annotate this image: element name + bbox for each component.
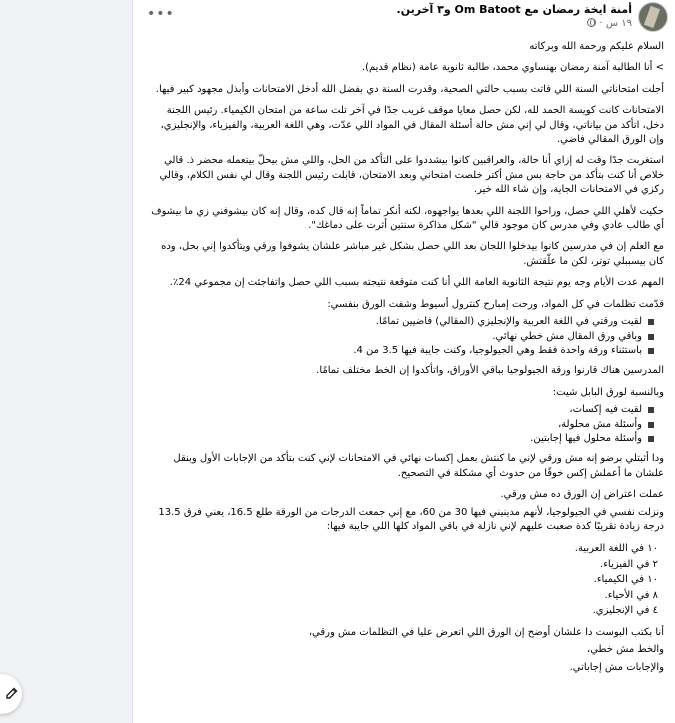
grievance-intro: قدّمت تظلمات في كل المواد، ورحت إمبارح كنترول أسيوط وشفت الورق بنفسي: [327, 298, 664, 310]
compose-icon [6, 687, 18, 699]
comparison-paragraph: المدرسين هناك قارنوا ورقة الجيولوجيا بباقي الأوراق، واتأكدوا إن الخط مختلف تمامًا. [316, 365, 664, 377]
paragraph-family: حكيت لأهلي اللي حصل، وراحوا اللجنة اللي بعدها يواجهوه، لكنه أنكر تماماً إنه قال كده، وقال إنه كان بيشوفني زي ما بيشوف أي طالب عادي وفي مدرس كان موجود قالي "شكل مذاكرة سنتين أثرت على دماغك". [151, 205, 664, 232]
bubble-list [147, 403, 664, 446]
post-author-line[interactable]: أمنة ايخة رمضان مع Om Batoot و٣ آخرين. [396, 3, 632, 16]
paragraph-intro: > أنا الطالبة آمنة رمضان بهنساوي محمد، طالبة ثانوية عامة (نظام قديم). [361, 62, 664, 74]
compose-button[interactable] [0, 674, 22, 714]
post-timestamp[interactable]: ١٩ س [605, 18, 632, 29]
grievance-list [147, 315, 664, 358]
list-item: ١٠ في الكيمياء. [593, 574, 658, 586]
paragraph-postponed: أجلت امتحاناتي السنة اللي فاتت بسبب حالتي الصحية، وقدرت السنة دي بفضل الله أدخل الامتحانات وأبذل مجهود كبير فيها. [155, 83, 664, 95]
closing-line: والخط مش خطي، [586, 644, 664, 656]
objection-intro: عملت اعتراض إن الورق ده مش ورقي. [500, 489, 664, 501]
more-options-icon[interactable]: ••• [147, 6, 175, 22]
closing-line: والإجابات مش إجاباتي. [569, 661, 664, 673]
list-item: ٤ في الإنجليزي. [592, 605, 658, 617]
list-item: ١٠ في اللغة العربية. [574, 543, 658, 555]
list-item: ٨ في الأحياء. [604, 589, 658, 601]
list-item: وأسئلة مش محلولة، [147, 418, 654, 432]
post-card [132, 0, 675, 723]
list-item: وأسئلة محلول فيها إجابتين. [147, 432, 654, 446]
paragraph-result: المهم عدت الأيام وجه يوم نتيجة الثانوية العامة اللي أنا كنت متوقعة نتيجته بسبب اللي حصل واتفاجئت إن مجموعي 24٪. [169, 277, 664, 289]
list-item: ٢ في الفيزياء. [600, 558, 658, 570]
avatar[interactable] [638, 2, 668, 32]
list-item: وباقي ورق المقال مش خطي نهائي. [147, 330, 654, 344]
post-body [147, 40, 664, 678]
meta-separator: · [599, 18, 603, 29]
closing-line: أنا بكتب البوست دا علشان أوضح إن الورق اللي اتعرض عليا في التظلمات مش ورقي، [308, 626, 664, 638]
subject-grades-list [147, 541, 664, 619]
list-item: لقيت ورقتي في اللغة العربية والإنجليزي (المقالي) فاضيين تمامًا. [147, 315, 654, 329]
bubble-note: ودا أثبتلي برضو إنه مش ورقي لإني ما كنتش بعمل إكسات نهائي في الامتحانات لإني كنت بتأكد من الإجابات الأول وبنقل علشان ما أعملش إكس خوفًا من حدوث أي مشكلة في التصحيح. [173, 453, 664, 479]
greeting: السلام عليكم ورحمة الله وبركاته [529, 41, 664, 52]
paragraph-teachers: مع العلم إن في مدرسين كانوا بيدخلوا اللجان بعد اللي حصل بشكل غير مباشر علشان يشوفوا ورقي ويتأكدوا إني بحل، وده كان بيسببلي توتر، لكن ما علّقتش. [161, 241, 664, 267]
post-meta [584, 18, 632, 29]
list-item: باستثناء ورقة واحدة فقط وهي الجيولوجيا، وكنت جايبة فيها 3.5 من 4. [147, 344, 654, 358]
paragraph-exam-incident: الامتحانات كانت كويسة الحمد لله، لكن حصل معايا موقف غريب جدًا في آخر تلت ساعة من امتحان الكيمياء. رئيس اللجنة دخل، اتأكد من بياناتي، وقال لي إني مش حالة أسئلة المقال في المواد اللي عدّت، وهي اللغة العربية، والفيزياء، والإنجليزي، وإن الورق المقالي فاضي. [160, 105, 664, 146]
globe-icon [587, 18, 596, 27]
list-item: لقيت فيه إكسات، [147, 403, 654, 417]
paragraph-surprise: استغربت جدًا وقت له إزاي أنا حالة، والعراقبين كانوا بيشددوا على التأكد من الحل، واللي مش بيحلّ بيتعمله محضر ذ. قالي خلاص أنا كنت بتأكد من حاجة بس مش أكتر خلصت امتحاني وبعد الامتحان، قابلت رئيس اللجنة وقال لي نفس الكلام، وقالي ركزي في الامتحانات الجاية، وإن شاء الله خير. [159, 155, 664, 196]
post-header [133, 0, 675, 36]
objection-detail: ونزلت نفسي في الجيولوجيا، لأنهم مدينيني فيها 30 من 60، مع إني جمعت الدرجات من الورقة طلع 16.5، يعني فرق 13.5 درجة زيادة تقريبًا كدة صعبت عليهم لإني نازلة في باقي المواد كلها اللي جايبة فيها: [158, 506, 664, 532]
bubble-intro: وبالنسبة لورق البابل شيت: [552, 386, 664, 398]
